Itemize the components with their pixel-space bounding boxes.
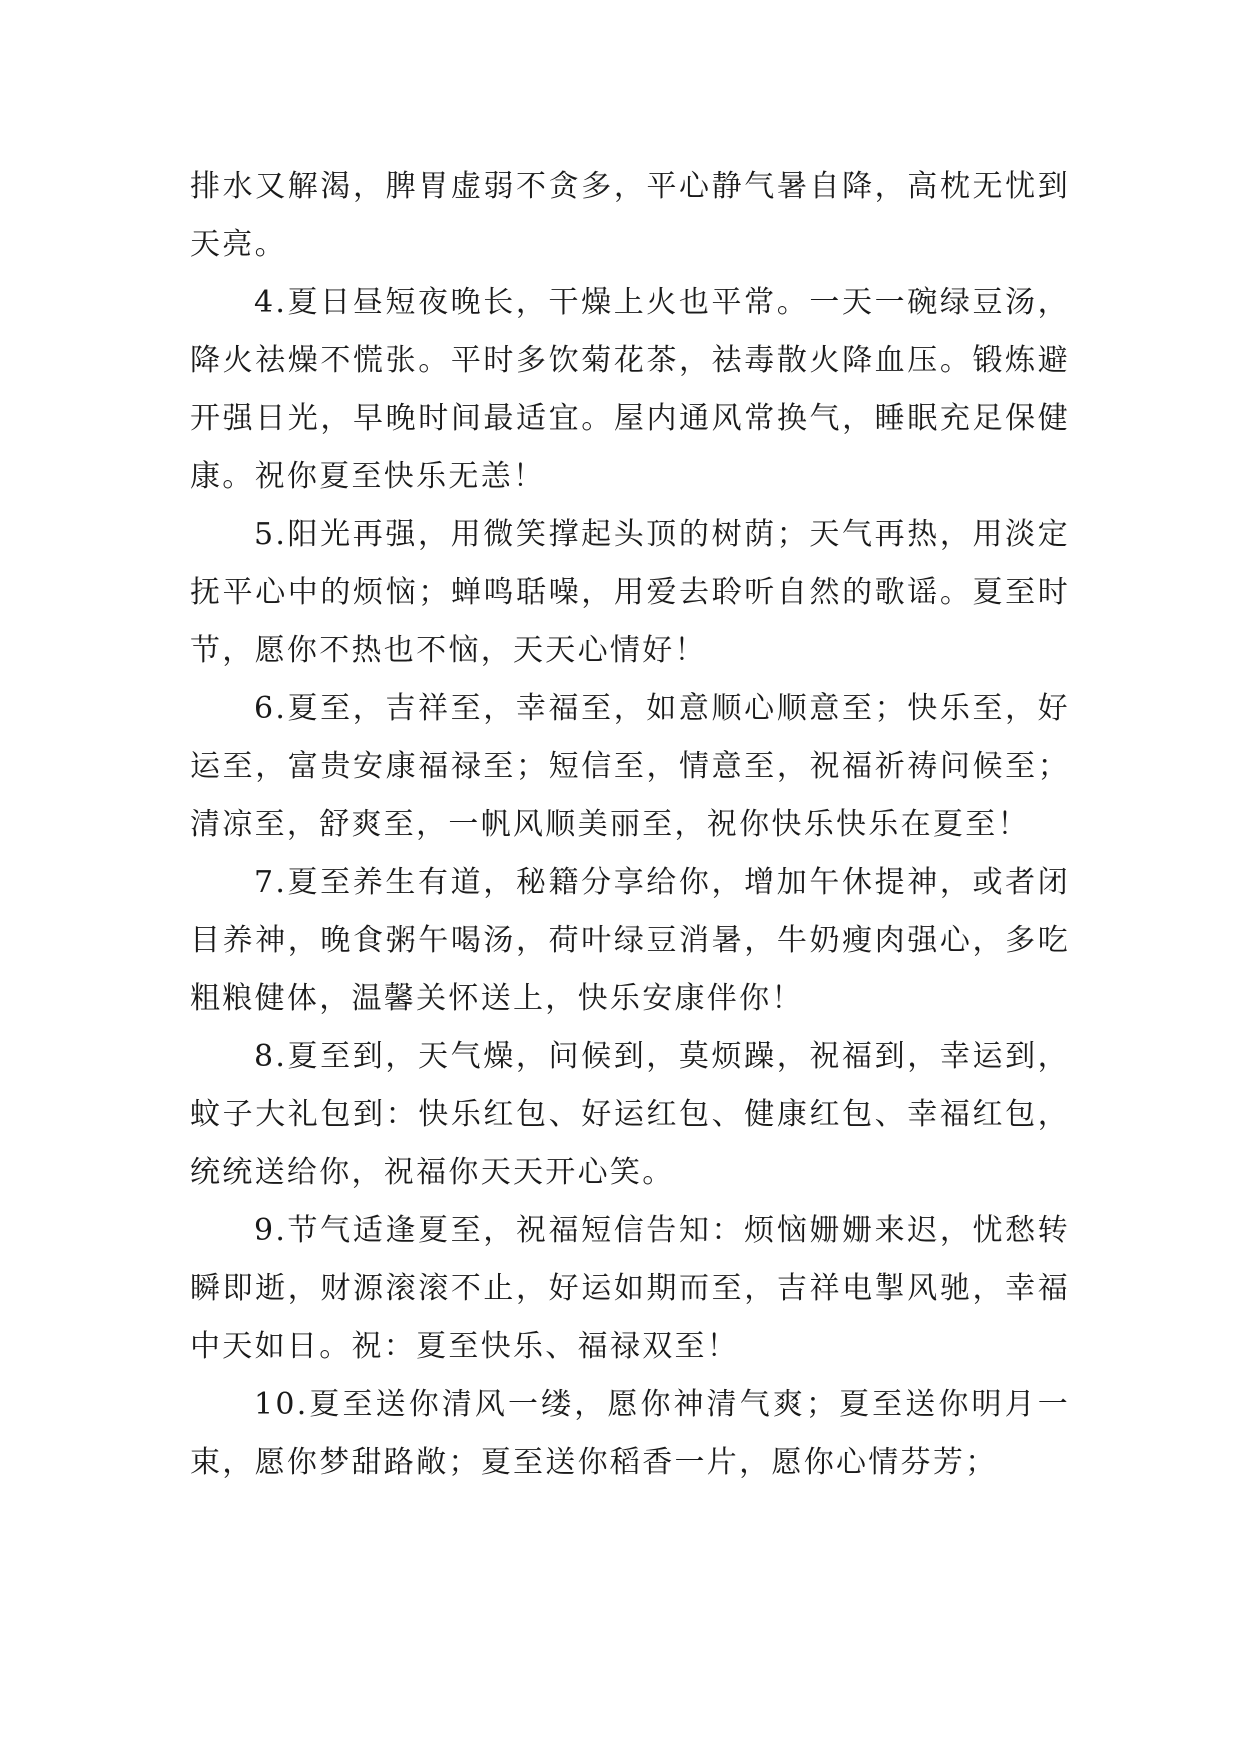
paragraph-item-6: 6.夏至，吉祥至，幸福至，如意顺心顺意至；快乐至，好运至，富贵安康福禄至；短信至，情意至，祝福祈祷问候至；清凉至，舒爽至，一帆风顺美丽至，祝你快乐快乐在夏至！ xyxy=(190,691,1070,842)
paragraph-item-10: 10.夏至送你清风一缕，愿你神清气爽；夏至送你明月一束，愿你梦甜路敞；夏至送你稻香一片，愿你心情芬芳； xyxy=(190,1387,1070,1480)
paragraph-item-4: 4.夏日昼短夜晚长，干燥上火也平常。一天一碗绿豆汤，降火祛燥不慌张。平时多饮菊花茶，祛毒散火降血压。锻炼避开强日光，早晚时间最适宜。屋内通风常换气，睡眠充足保健康。祝你夏至快乐无恙！ xyxy=(190,285,1070,494)
body-text xyxy=(190,158,1070,1492)
paragraph-continued: 排水又解渴，脾胃虚弱不贪多，平心静气暑自降，高枕无忧到天亮。 xyxy=(190,169,1070,262)
paragraph-item-7: 7.夏至养生有道，秘籍分享给你，增加午休提神，或者闭目养神，晚食粥午喝汤，荷叶绿豆消暑，牛奶瘦肉强心，多吃粗粮健体，温馨关怀送上，快乐安康伴你！ xyxy=(190,865,1070,1016)
paragraph-item-8: 8.夏至到，天气燥，问候到，莫烦躁，祝福到，幸运到，蚊子大礼包到：快乐红包、好运红包、健康红包、幸福红包，统统送给你，祝福你天天开心笑。 xyxy=(190,1039,1070,1190)
paragraph-item-5: 5.阳光再强，用微笑撑起头顶的树荫；天气再热，用淡定抚平心中的烦恼；蝉鸣聒噪，用爱去聆听自然的歌谣。夏至时节，愿你不热也不恼，天天心情好！ xyxy=(190,517,1070,668)
paragraph-item-9: 9.节气适逢夏至，祝福短信告知：烦恼姗姗来迟，忧愁转瞬即逝，财源滚滚不止，好运如期而至，吉祥电掣风驰，幸福中天如日。祝：夏至快乐、福禄双至！ xyxy=(190,1213,1070,1364)
